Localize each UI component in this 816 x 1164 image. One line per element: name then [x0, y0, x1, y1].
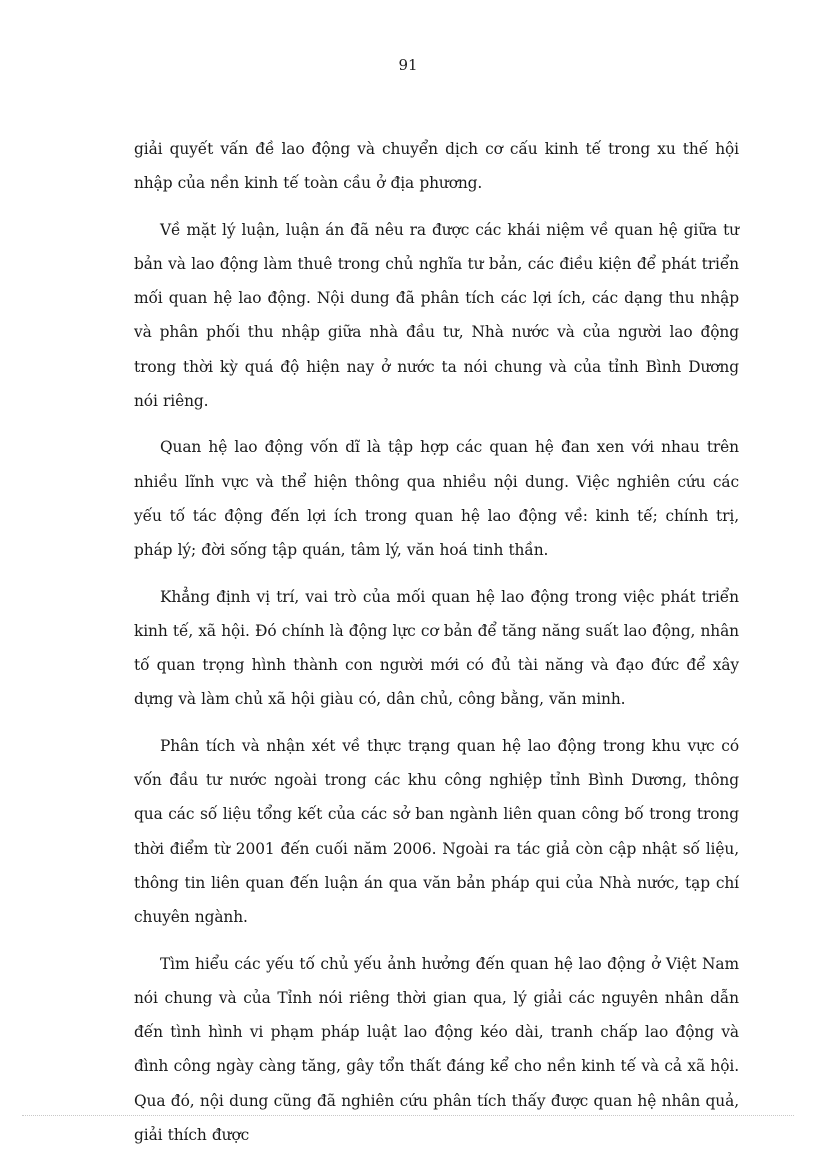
paragraph-6: Tìm hiểu các yếu tố chủ yếu ảnh hưởng đến quan hệ lao động ở Việt Nam nói chung và của Tỉnh nói riêng thời gian qua, lý giải các nguyên nhân dẫn đến tình hình vi phạm pháp luật lao động kéo dài, tranh chấp lao động và đình công ngày càng tăng, gây tổn thất đáng kể cho nền kinh tế và cả xã hội. Qua đó, nội dung cũng đã nghiên cứu phân tích thấy được quan hệ nhân quả, giải thích được	[134, 954, 739, 1145]
page-number: 91	[398, 56, 418, 74]
paragraph-2: Về mặt lý luận, luận án đã nêu ra được các khái niệm về quan hệ giữa tư bản và lao động làm thuê trong chủ nghĩa tư bản, các điều kiện để phát triển mối quan hệ lao động. Nội dung đã phân tích các lợi ích, các dạng thu nhập và phân phối thu nhập giữa nhà đầu tư, Nhà nước và của người lao động trong thời kỳ quá độ hiện nay ở nước ta nói chung và của tỉnh Bình Dương nói riêng.	[134, 220, 739, 411]
page-bottom-divider	[22, 1115, 794, 1116]
paragraph-3: Quan hệ lao động vốn dĩ là tập hợp các quan hệ đan xen với nhau trên nhiều lĩnh vực và thể hiện thông qua nhiều nội dung. Việc nghiên cứu các yếu tố tác động đến lợi ích trong quan hệ lao động về: kinh tế; chính trị, pháp lý; đời sống tập quán, tâm lý, văn hoá tinh thần.	[134, 438, 739, 560]
paragraph-5: Phân tích và nhận xét về thực trạng quan hệ lao động trong khu vực có vốn đầu tư nước ngoài trong các khu công nghiệp tỉnh Bình Dương, thông qua các số liệu tổng kết của các sở ban ngành liên quan công bố trong trong thời điểm từ 2001 đến cuối năm 2006. Ngoài ra tác giả còn cập nhật số liệu, thông tin liên quan đến luận án qua văn bản pháp qui của Nhà nước, tạp chí chuyên ngành.	[134, 736, 739, 927]
document-body	[134, 132, 739, 1164]
paragraph-1: giải quyết vấn đề lao động và chuyển dịch cơ cấu kinh tế trong xu thế hội nhập của nền kinh tế toàn cầu ở địa phương.	[134, 140, 739, 193]
paragraph-4: Khẳng định vị trí, vai trò của mối quan hệ lao động trong việc phát triển kinh tế, xã hội. Đó chính là động lực cơ bản để tăng năng suất lao động, nhân tố quan trọng hình thành con người mới có đủ tài năng và đạo đức để xây dựng và làm chủ xã hội giàu có, dân chủ, công bằng, văn minh.	[134, 587, 739, 709]
